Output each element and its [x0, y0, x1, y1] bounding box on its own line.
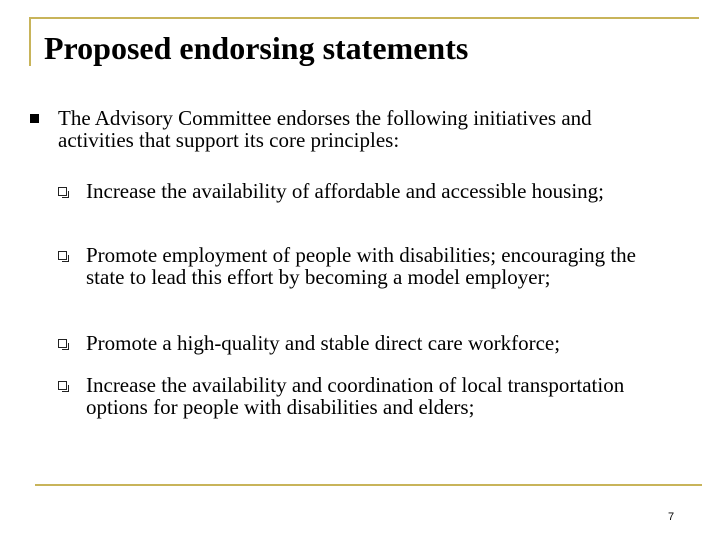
list-item-text: Increase the availability of affordable and accessible housing; [86, 179, 604, 203]
main-content [30, 107, 670, 151]
list-item-text: Increase the availability and coordination of local transportation options for people with disabilities and elders; [86, 373, 625, 419]
slide-title: Proposed endorsing statements [44, 30, 469, 66]
list-item-text: Promote employment of people with disabilities; encouraging the state to lead this effort by becoming a model employer; [86, 243, 636, 289]
main-bullet-text: The Advisory Committee endorses the following initiatives and activities that support its core principles: [58, 106, 592, 152]
list-item [58, 332, 648, 354]
main-bullet [30, 107, 670, 151]
square-bullet-icon [30, 114, 39, 123]
list-item [58, 244, 648, 288]
checkbox-bullet-icon [58, 381, 67, 390]
checkbox-bullet-icon [58, 251, 67, 260]
frame-left-rule [29, 17, 31, 66]
list-item-text: Promote a high-quality and stable direct care workforce; [86, 331, 561, 355]
checkbox-bullet-icon [58, 187, 67, 196]
list-item [58, 374, 648, 418]
frame-bottom-rule [35, 484, 702, 486]
page-number: 7 [668, 511, 675, 523]
list-item [58, 180, 648, 202]
frame-top-rule [29, 17, 699, 19]
checkbox-bullet-icon [58, 339, 67, 348]
